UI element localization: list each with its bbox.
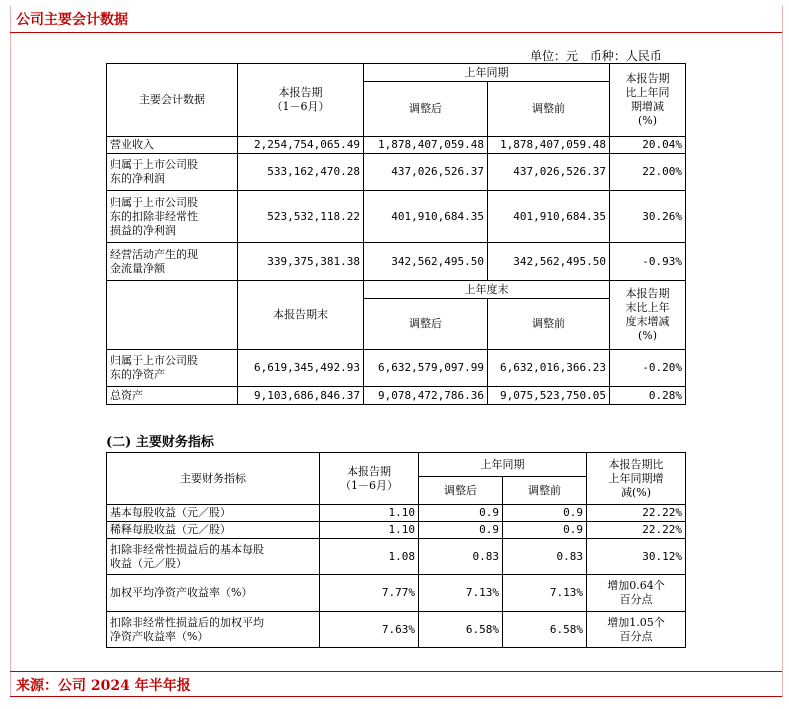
footer-bottom-divider <box>10 696 782 697</box>
row-before: 0.83 <box>503 539 587 575</box>
t2-header-item: 主要财务指标 <box>107 453 320 505</box>
t2-header-adjusted: 调整后 <box>419 477 503 505</box>
t1-header-change: 本报告期 比上年同 期增减 (%) <box>610 64 686 137</box>
row-adjusted: 437,026,526.37 <box>364 154 488 191</box>
t1-header2-blank <box>107 281 238 350</box>
row-adjusted: 0.9 <box>419 505 503 522</box>
row-adjusted: 401,910,684.35 <box>364 191 488 243</box>
t1-header-item: 主要会计数据 <box>107 64 238 137</box>
row-change: 22.22% <box>587 505 686 522</box>
row-change: -0.93% <box>610 243 686 281</box>
row-before: 401,910,684.35 <box>488 191 610 243</box>
t1-header2-current: 本报告期末 <box>238 281 364 350</box>
table-row <box>107 522 686 539</box>
row-label: 总资产 <box>107 387 238 405</box>
t1-header2-before: 调整前 <box>488 299 610 350</box>
row-before: 437,026,526.37 <box>488 154 610 191</box>
row-adjusted: 9,078,472,786.36 <box>364 387 488 405</box>
unit-label: 单位：元 <box>530 49 579 63</box>
row-change: 22.00% <box>610 154 686 191</box>
t2-header-change: 本报告期比 上年同期增 减(%) <box>587 453 686 505</box>
row-label: 基本每股收益（元／股） <box>107 505 320 522</box>
header-title: 公司主要会计数据 <box>16 12 128 28</box>
table-row <box>107 154 686 191</box>
table-row <box>107 137 686 154</box>
t2-header-prior: 上年同期 <box>419 453 587 477</box>
row-label: 归属于上市公司股 东的净资产 <box>107 350 238 387</box>
row-adjusted: 342,562,495.50 <box>364 243 488 281</box>
row-current: 9,103,686,846.37 <box>238 387 364 405</box>
row-current: 6,619,345,492.93 <box>238 350 364 387</box>
t1-header2-adjusted: 调整后 <box>364 299 488 350</box>
row-before: 6,632,016,366.23 <box>488 350 610 387</box>
row-before: 9,075,523,750.05 <box>488 387 610 405</box>
row-before: 0.9 <box>503 505 587 522</box>
row-before: 6.58% <box>503 612 587 648</box>
table-row <box>107 387 686 405</box>
row-label: 稀释每股收益（元／股） <box>107 522 320 539</box>
row-label: 营业收入 <box>107 137 238 154</box>
table-row <box>107 243 686 281</box>
row-adjusted: 1,878,407,059.48 <box>364 137 488 154</box>
footer-divider <box>10 671 782 672</box>
t1-header-adjusted: 调整后 <box>364 82 488 137</box>
row-adjusted: 6.58% <box>419 612 503 648</box>
currency-label: 币种：人民币 <box>589 49 662 63</box>
t1-header2-prior: 上年度末 <box>364 281 610 299</box>
row-current: 2,254,754,065.49 <box>238 137 364 154</box>
row-current: 1.10 <box>320 505 419 522</box>
row-current: 7.63% <box>320 612 419 648</box>
row-adjusted: 6,632,579,097.99 <box>364 350 488 387</box>
row-current: 1.08 <box>320 539 419 575</box>
row-before: 342,562,495.50 <box>488 243 610 281</box>
t1-header-prior: 上年同期 <box>364 64 610 82</box>
row-before: 1,878,407,059.48 <box>488 137 610 154</box>
row-current: 533,162,470.28 <box>238 154 364 191</box>
row-change: 增加0.64个 百分点 <box>587 575 686 612</box>
row-change: 30.12% <box>587 539 686 575</box>
row-current: 1.10 <box>320 522 419 539</box>
row-before: 7.13% <box>503 575 587 612</box>
row-current: 7.77% <box>320 575 419 612</box>
t1-header2-change: 本报告期 末比上年 度末增减 (%) <box>610 281 686 350</box>
t2-header-before: 调整前 <box>503 477 587 505</box>
t1-header-before: 调整前 <box>488 82 610 137</box>
row-change: 增加1.05个 百分点 <box>587 612 686 648</box>
row-change: 22.22% <box>587 522 686 539</box>
row-label: 归属于上市公司股 东的扣除非经常性 损益的净利润 <box>107 191 238 243</box>
table-row <box>107 575 686 612</box>
accounting-data-table <box>106 63 686 405</box>
row-before: 0.9 <box>503 522 587 539</box>
financial-indicators-table <box>106 452 686 648</box>
footer-source: 来源：公司 2024 年半年报 <box>16 678 191 694</box>
t1-header-current: 本报告期 （1－6月） <box>238 64 364 137</box>
table-row <box>107 612 686 648</box>
row-current: 523,532,118.22 <box>238 191 364 243</box>
row-change: -0.20% <box>610 350 686 387</box>
row-label: 经营活动产生的现 金流量净额 <box>107 243 238 281</box>
unit-line <box>530 47 662 64</box>
section-title: (二) 主要财务指标 <box>106 435 214 450</box>
row-label: 加权平均净资产收益率（%） <box>107 575 320 612</box>
table-row <box>107 505 686 522</box>
row-label: 归属于上市公司股 东的净利润 <box>107 154 238 191</box>
row-change: 0.28% <box>610 387 686 405</box>
row-adjusted: 0.83 <box>419 539 503 575</box>
row-adjusted: 7.13% <box>419 575 503 612</box>
row-current: 339,375,381.38 <box>238 243 364 281</box>
header-divider <box>10 32 782 33</box>
row-label: 扣除非经常性损益后的加权平均 净资产收益率（%） <box>107 612 320 648</box>
row-change: 30.26% <box>610 191 686 243</box>
row-label: 扣除非经常性损益后的基本每股 收益（元／股） <box>107 539 320 575</box>
table-row <box>107 350 686 387</box>
table-row <box>107 539 686 575</box>
row-adjusted: 0.9 <box>419 522 503 539</box>
row-change: 20.04% <box>610 137 686 154</box>
t2-header-current: 本报告期 （1－6月） <box>320 453 419 505</box>
table-row <box>107 191 686 243</box>
